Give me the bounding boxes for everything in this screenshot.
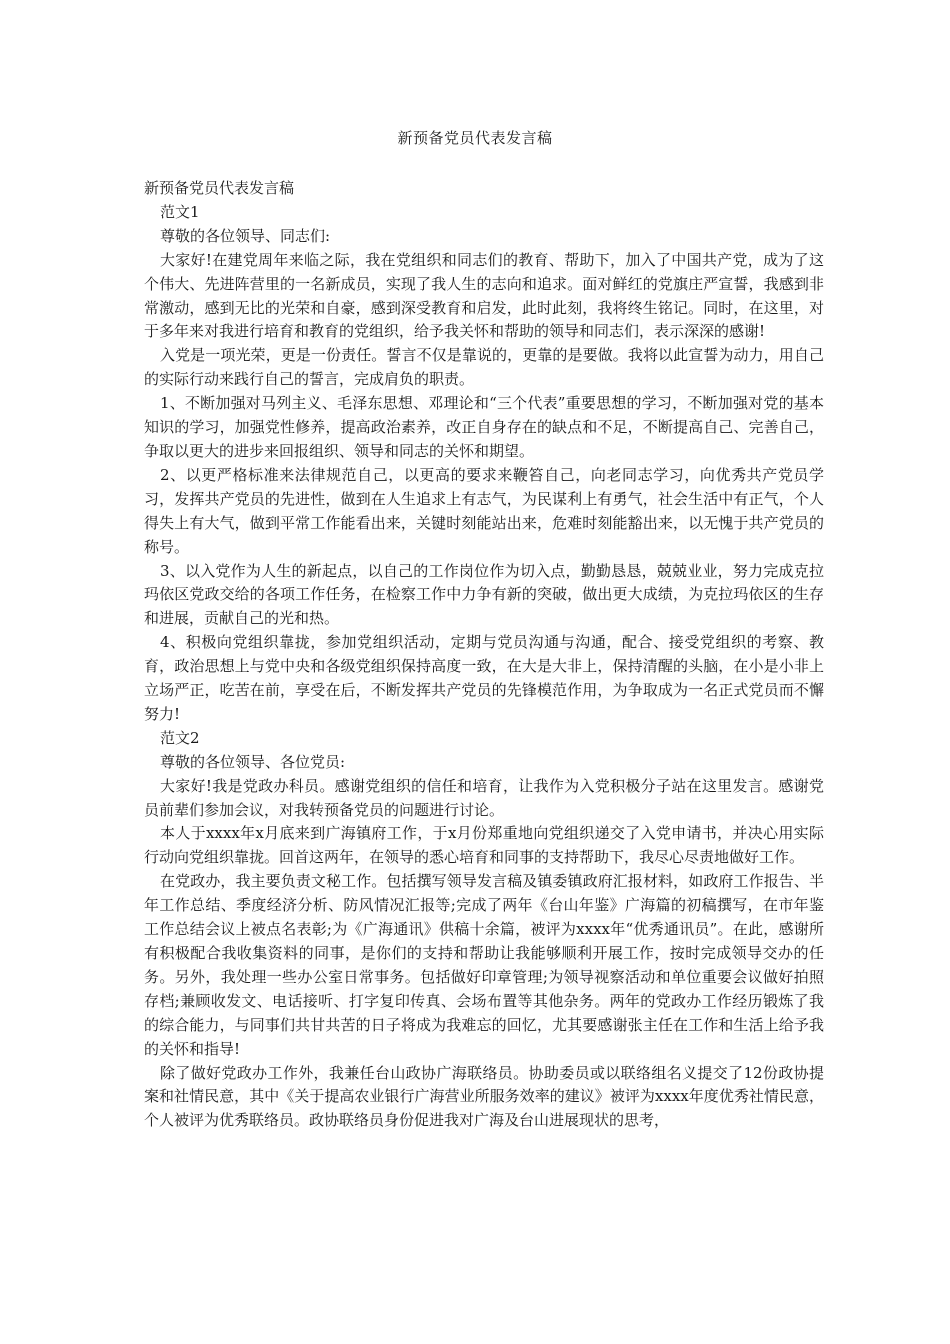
salutation: 尊敬的各位领导、同志们: <box>160 226 331 245</box>
section-heading-fanwen-1: 范文1 <box>160 202 200 221</box>
numbered-paragraph: 2、以更严格标准来法律规范自己，以更高的要求来鞭笞自己，向老同志学习，向优秀共产党员学习，发挥共产党员的先进性，做到在人生追求上有志气，为民谋利上有勇气，社会生活中有正气，个人得失上有大气，做到平常工作能看出来，关键时刻能站出来，危难时刻能豁出来，以无愧于共产党员的称号。 <box>144 465 824 556</box>
paragraph: 大家好!我是党政办科员。感谢党组织的信任和培育，让我作为入党积极分子站在这里发言。感谢党员前辈们参加会议，对我转预备党员的问题进行讨论。 <box>144 776 824 819</box>
numbered-paragraph: 4、积极向党组织靠拢，参加党组织活动，定期与党员沟通与沟通，配合、接受党组织的考察、教育，政治思想上与党中央和各级党组织保持高度一致，在大是大非上，保持清醒的头脑，在小是小非上立场严正，吃苦在前，享受在后，不断发挥共产党员的先锋模范作用，为争取成为一名正式党员而不懈努力! <box>144 633 824 723</box>
paragraph: 在党政办，我主要负责文秘工作。包括撰写领导发言稿及镇委镇政府汇报材料，如政府工作报告、半年工作总结、季度经济分析、防风情况汇报等;完成了两年《台山年鉴》广海篇的初稿撰写，在市年鉴工作总结会议上被点名表彰;为《广海通讯》供稿十余篇，被评为xxxx年“优秀通讯员”。在此，感谢所有积极配合我收集资料的同事，是你们的支持和帮助让我能够顺利开展工作，按时完成领导交办的任务。另外，我处理一些办公室日常事务。包括做好印章管理;为领导视察活动和单位重要会议做好拍照存档;兼顾收发文、电话接听、打字复印传真、会场布置等其他杂务。两年的党政办工作经历锻炼了我的综合能力，与同事们共甘共苦的日子将成为我难忘的回忆，尤其要感谢张主任在工作和生活上给予我的关怀和指导! <box>144 872 824 1058</box>
subtitle-line: 新预备党员代表发言稿 <box>144 179 295 197</box>
section-heading-fanwen-2: 范文2 <box>160 728 200 747</box>
page-title: 新预备党员代表发言稿 <box>397 129 553 147</box>
numbered-paragraph: 1、不断加强对马列主义、毛泽东思想、邓理论和“三个代表”重要思想的学习，不断加强对党的基本知识的学习，加强党性修养，提高政治素养，改正自身存在的缺点和不足，不断提高自己、完善自己，争取以更大的进步来回报组织、领导和同志的关怀和期望。 <box>144 394 824 460</box>
numbered-paragraph: 3、以入党作为人生的新起点，以自己的工作岗位作为切入点，勤勤恳恳，兢兢业业，努力完成克拉玛依区党政交给的各项工作任务，在检察工作中力争有新的突破，做出更大成绩，为克拉玛依区的生存和进展，贡献自己的光和热。 <box>144 561 824 628</box>
paragraph: 除了做好党政办工作外，我兼任台山政协广海联络员。协助委员或以联络组名义提交了12份政协提案和社情民意，其中《关于提高农业银行广海营业所服务效率的建议》被评为xxxx年度优秀社情民意，个人被评为优秀联络员。政协联络员身份促进我对广海及台山进展现状的思考， <box>144 1063 824 1130</box>
paragraph: 本人于xxxx年x月底来到广海镇府工作，于x月份郑重地向党组织递交了入党申请书，并决心用实际行动向党组织靠拢。回首这两年，在领导的悉心培育和同事的支持帮助下，我尽心尽责地做好工作。 <box>144 824 824 867</box>
paragraph: 入党是一项光荣，更是一份责任。誓言不仅是靠说的，更靠的是要做。我将以此宣誓为动力，用自己的实际行动来践行自己的誓言，完成肩负的职责。 <box>144 346 824 389</box>
salutation: 尊敬的各位领导、各位党员: <box>160 752 346 771</box>
paragraph: 大家好!在建党周年来临之际，我在党组织和同志们的教育、帮助下，加入了中国共产党，成为了这个伟大、先进阵营里的一名新成员，实现了我人生的志向和追求。面对鲜红的党旗庄严宣誓，我感到非常激动，感到无比的光荣和自豪，感到深受教育和启发，此时此刻，我将终生铭记。同时，在这里，对于多年来对我进行培育和教育的党组织，给予我关怀和帮助的领导和同志们，表示深深的感谢! <box>144 250 824 341</box>
document-body <box>144 177 824 1133</box>
